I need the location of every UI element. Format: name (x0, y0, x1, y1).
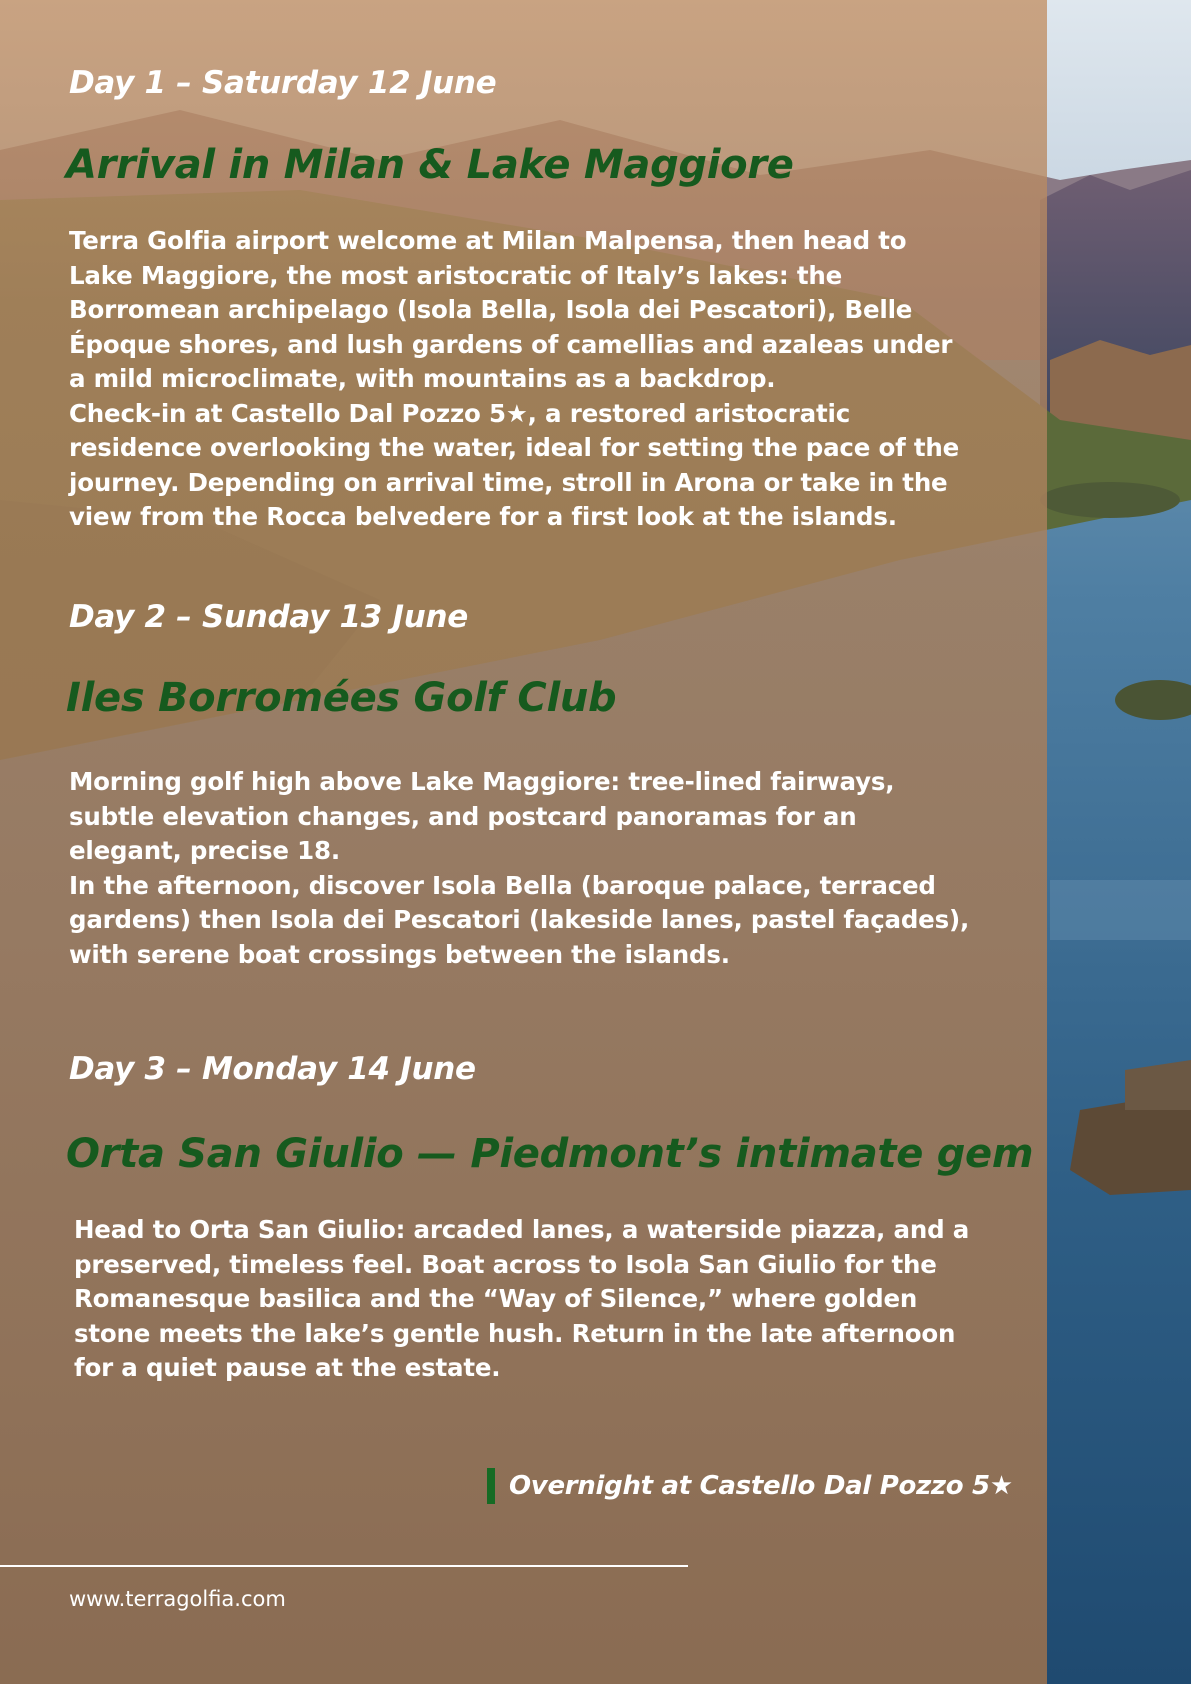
day-2-title: Iles Borromées Golf Club (66, 675, 617, 721)
day-1-line: a mild microclimate, with mountains as a backdrop. (69, 364, 776, 393)
overnight-text: Overnight at Castello Dal Pozzo 5★ (509, 1471, 1013, 1501)
day-2-line: with serene boat crossings between the islands. (69, 939, 730, 969)
day-3-line: Romanesque basilica and the “Way of Silence,” where golden (74, 1284, 918, 1313)
overnight-callout (487, 1467, 1013, 1505)
day-1-line: view from the Rocca belvedere for a first look at the islands. (69, 502, 897, 531)
day-1-line: Borromean archipelago (Isola Bella, Isola dei Pescatori), Belle (69, 295, 913, 324)
day-1-line: Époque shores, and lush gardens of camellias and azaleas under (69, 329, 953, 359)
day-3-line: Head to Orta San Giulio: arcaded lanes, a waterside piazza, and a (74, 1215, 970, 1244)
day-1-date: Day 1 – Saturday 12 June (69, 65, 497, 101)
day-2-date: Day 2 – Sunday 13 June (69, 599, 469, 635)
day-3-title: Orta San Giulio — Piedmont’s intimate gem (66, 1131, 1034, 1177)
day-1-line: Check-in at Castello Dal Pozzo 5★, a restored aristocratic (69, 398, 851, 428)
day-1-description (69, 224, 1009, 535)
day-2-line: subtle elevation changes, and postcard panoramas for an (69, 801, 857, 831)
footer-divider (0, 1565, 688, 1567)
day-1-line: journey. Depending on arrival time, stroll in Arona or take in the (69, 467, 948, 497)
accent-bar (487, 1468, 495, 1504)
day-3-date: Day 3 – Monday 14 June (69, 1051, 476, 1087)
day-1-line: residence overlooking the water, ideal for setting the pace of the (69, 433, 960, 462)
day-2-line: elegant, precise 18. (69, 836, 340, 865)
day-1-line: Terra Golfia airport welcome at Milan Malpensa, then head to (69, 226, 907, 255)
day-2-line: In the afternoon, discover Isola Bella (baroque palace, terraced (69, 870, 936, 900)
day-3-line: stone meets the lake’s gentle hush. Return in the late afternoon (74, 1318, 956, 1348)
day-3-description (74, 1213, 1014, 1386)
day-3-line: for a quiet pause at the estate. (74, 1353, 501, 1382)
day-2-line: gardens) then Isola dei Pescatori (lakeside lanes, pastel façades), (69, 905, 970, 934)
footer-website-link[interactable]: www.terragolfia.com (69, 1587, 286, 1611)
day-1-line: Lake Maggiore, the most aristocratic of Italy’s lakes: the (69, 260, 843, 290)
day-2-description (69, 765, 1009, 972)
day-3-line: preserved, timeless feel. Boat across to Isola San Giulio for the (74, 1249, 937, 1279)
day-2-line: Morning golf high above Lake Maggiore: tree-lined fairways, (69, 767, 895, 796)
day-1-title: Arrival in Milan & Lake Maggiore (66, 142, 794, 188)
